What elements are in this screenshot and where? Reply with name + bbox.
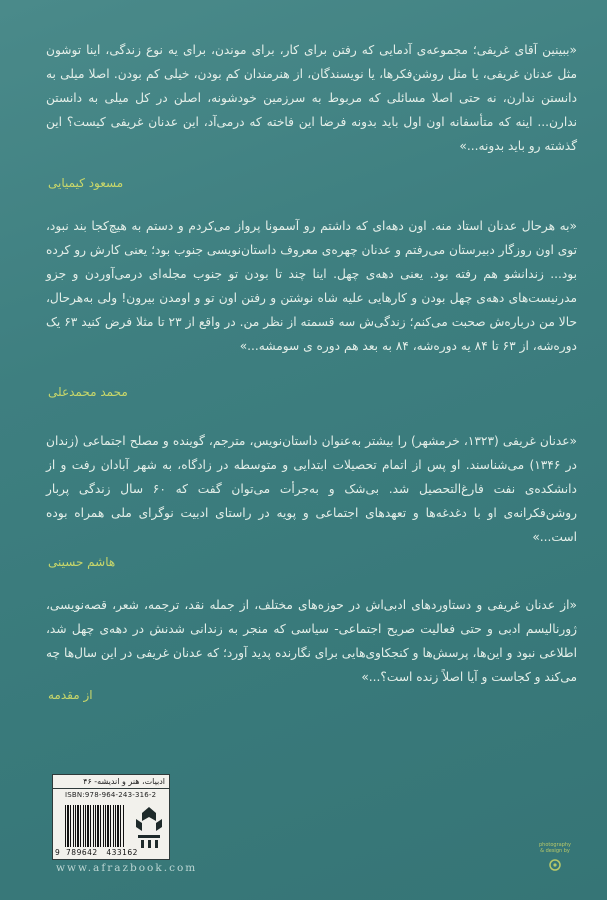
- blurb-text: «ببینین آقای غریفی؛ مجموعه‌ی آدمایی که رفتن برای کار، برای موندن، برای یه نوع زندگی، اینا توشون مثل عدنان غریفی، یا مثل روشن‌فکرها، یا نویسندگان، از هنرمندان کم بودن، خیلی کم بودن. اصلا میلی به دانستن ندارن، نه حتی اصلا مسائلی که مربوط به سرزمین خودشونه، اصلن در کل میلی به دانستن ندارن... اینه که متأسفانه اون اول باید بدونه فرضا این فاخته که درمی‌آد، این عدنان غریفی کیست؟ این گذشته رو باید بدونه...»: [46, 43, 577, 153]
- blurb-3: [46, 429, 577, 549]
- blurb-text: «به هرحال عدنان استاد منه. اون دهه‌ای که داشتم رو آسمونا پرواز می‌کردم و دستم به هیچ‌کجا بند نبود، توی اون روزگار دبیرستان می‌رفتم و عدنان چهره‌ی معروف داستان‌نویسی جنوب بود؛ یعنی کارش رو کرده بود... زندانشو هم رفته بود. یعنی دهه‌ی چهل. اینا چند تا بودن تو جنوب مجله‌ای درمی‌آوردن و جزو مدرنیست‌های دهه‌ی چهل بودن و کارهایی علیه شاه نوشتن و رفتن اون تو و اومدن بیرون! ولی به‌هرحال، حالا من درباره‌ش صحبت می‌کنم؛ زندگی‌ش سه قسمته از نظر من. در واقع از ۲۳ تا مثلا فرض کنید ۶۳ یک دوره‌شه، از ۶۳ تا ۸۴ یه دوره‌شه، ۸۴ به بعد هم دوره ی سومشه...»: [46, 219, 577, 353]
- publisher-logo-icon: [132, 805, 166, 851]
- blurb-author: محمد محمدعلی: [48, 385, 128, 399]
- blurb-1: [46, 38, 577, 158]
- isbn-text: ISBN:978-964-243-316-2: [65, 791, 157, 799]
- blurb-author: هاشم حسینی: [48, 555, 116, 569]
- barcode-icon: [65, 805, 125, 847]
- design-credit: [535, 842, 575, 873]
- designer-mark-icon: [547, 857, 563, 873]
- blurb-source: از مقدمه: [48, 688, 93, 702]
- credit-line-2: & design by: [540, 848, 570, 854]
- blurb-author: مسعود کیمیایی: [48, 176, 124, 190]
- credit-line-1: photography: [538, 842, 572, 848]
- blurb-4: [46, 593, 577, 689]
- publisher-website-link[interactable]: www.afrazbook.com: [56, 862, 198, 874]
- barcode-label: [52, 774, 170, 860]
- series-label: ادبیات، هنر و اندیشه- ۴۶: [53, 775, 169, 789]
- blurb-text: «از عدنان غریفی و دستاوردهای ادبی‌اش در حوزه‌های مختلف، از جمله نقد، ترجمه، شعر، قصه‌نویسی، ژورنالیسم ادبی و حتی فعالیت صریح اجتماعی- سیاسی که منجر به زندانی شدنش در دهه‌ی چهل شد، اطلاعی نبود و این‌ها، پرسش‌ها و کنجکاوی‌هایی برای نگارنده پدید آورد؛ که عدنان غریفی در این سال‌ها چه می‌کند و کجاست و آیا اصلاً زنده است؟...»: [46, 598, 577, 684]
- blurb-text: «عدنان غریفی (۱۳۲۳، خرمشهر) را بیشتر به‌عنوان داستان‌نویس، مترجم، گوینده و مصلح اجتماعی (زندان در ۱۳۴۶) می‌شناسند. او پس از اتمام تحصیلات ابتدایی و متوسطه در زادگاه، به شهر آبادان رفت و از دانشکده‌ی نفت فارغ‌التحصیل شد. بی‌شک و به‌جرأت می‌توان گفت که ۶۰ سال زندگی پربار روشن‌فکرانه‌ی او با دغدغه‌ها و تعهدهای اجتماعی و پویه در راستای ادبیت نوگرای ملی همراه بوده است...»: [46, 434, 578, 544]
- barcode-digits: 9 789642 433162: [55, 848, 138, 857]
- blurb-2: [46, 214, 577, 358]
